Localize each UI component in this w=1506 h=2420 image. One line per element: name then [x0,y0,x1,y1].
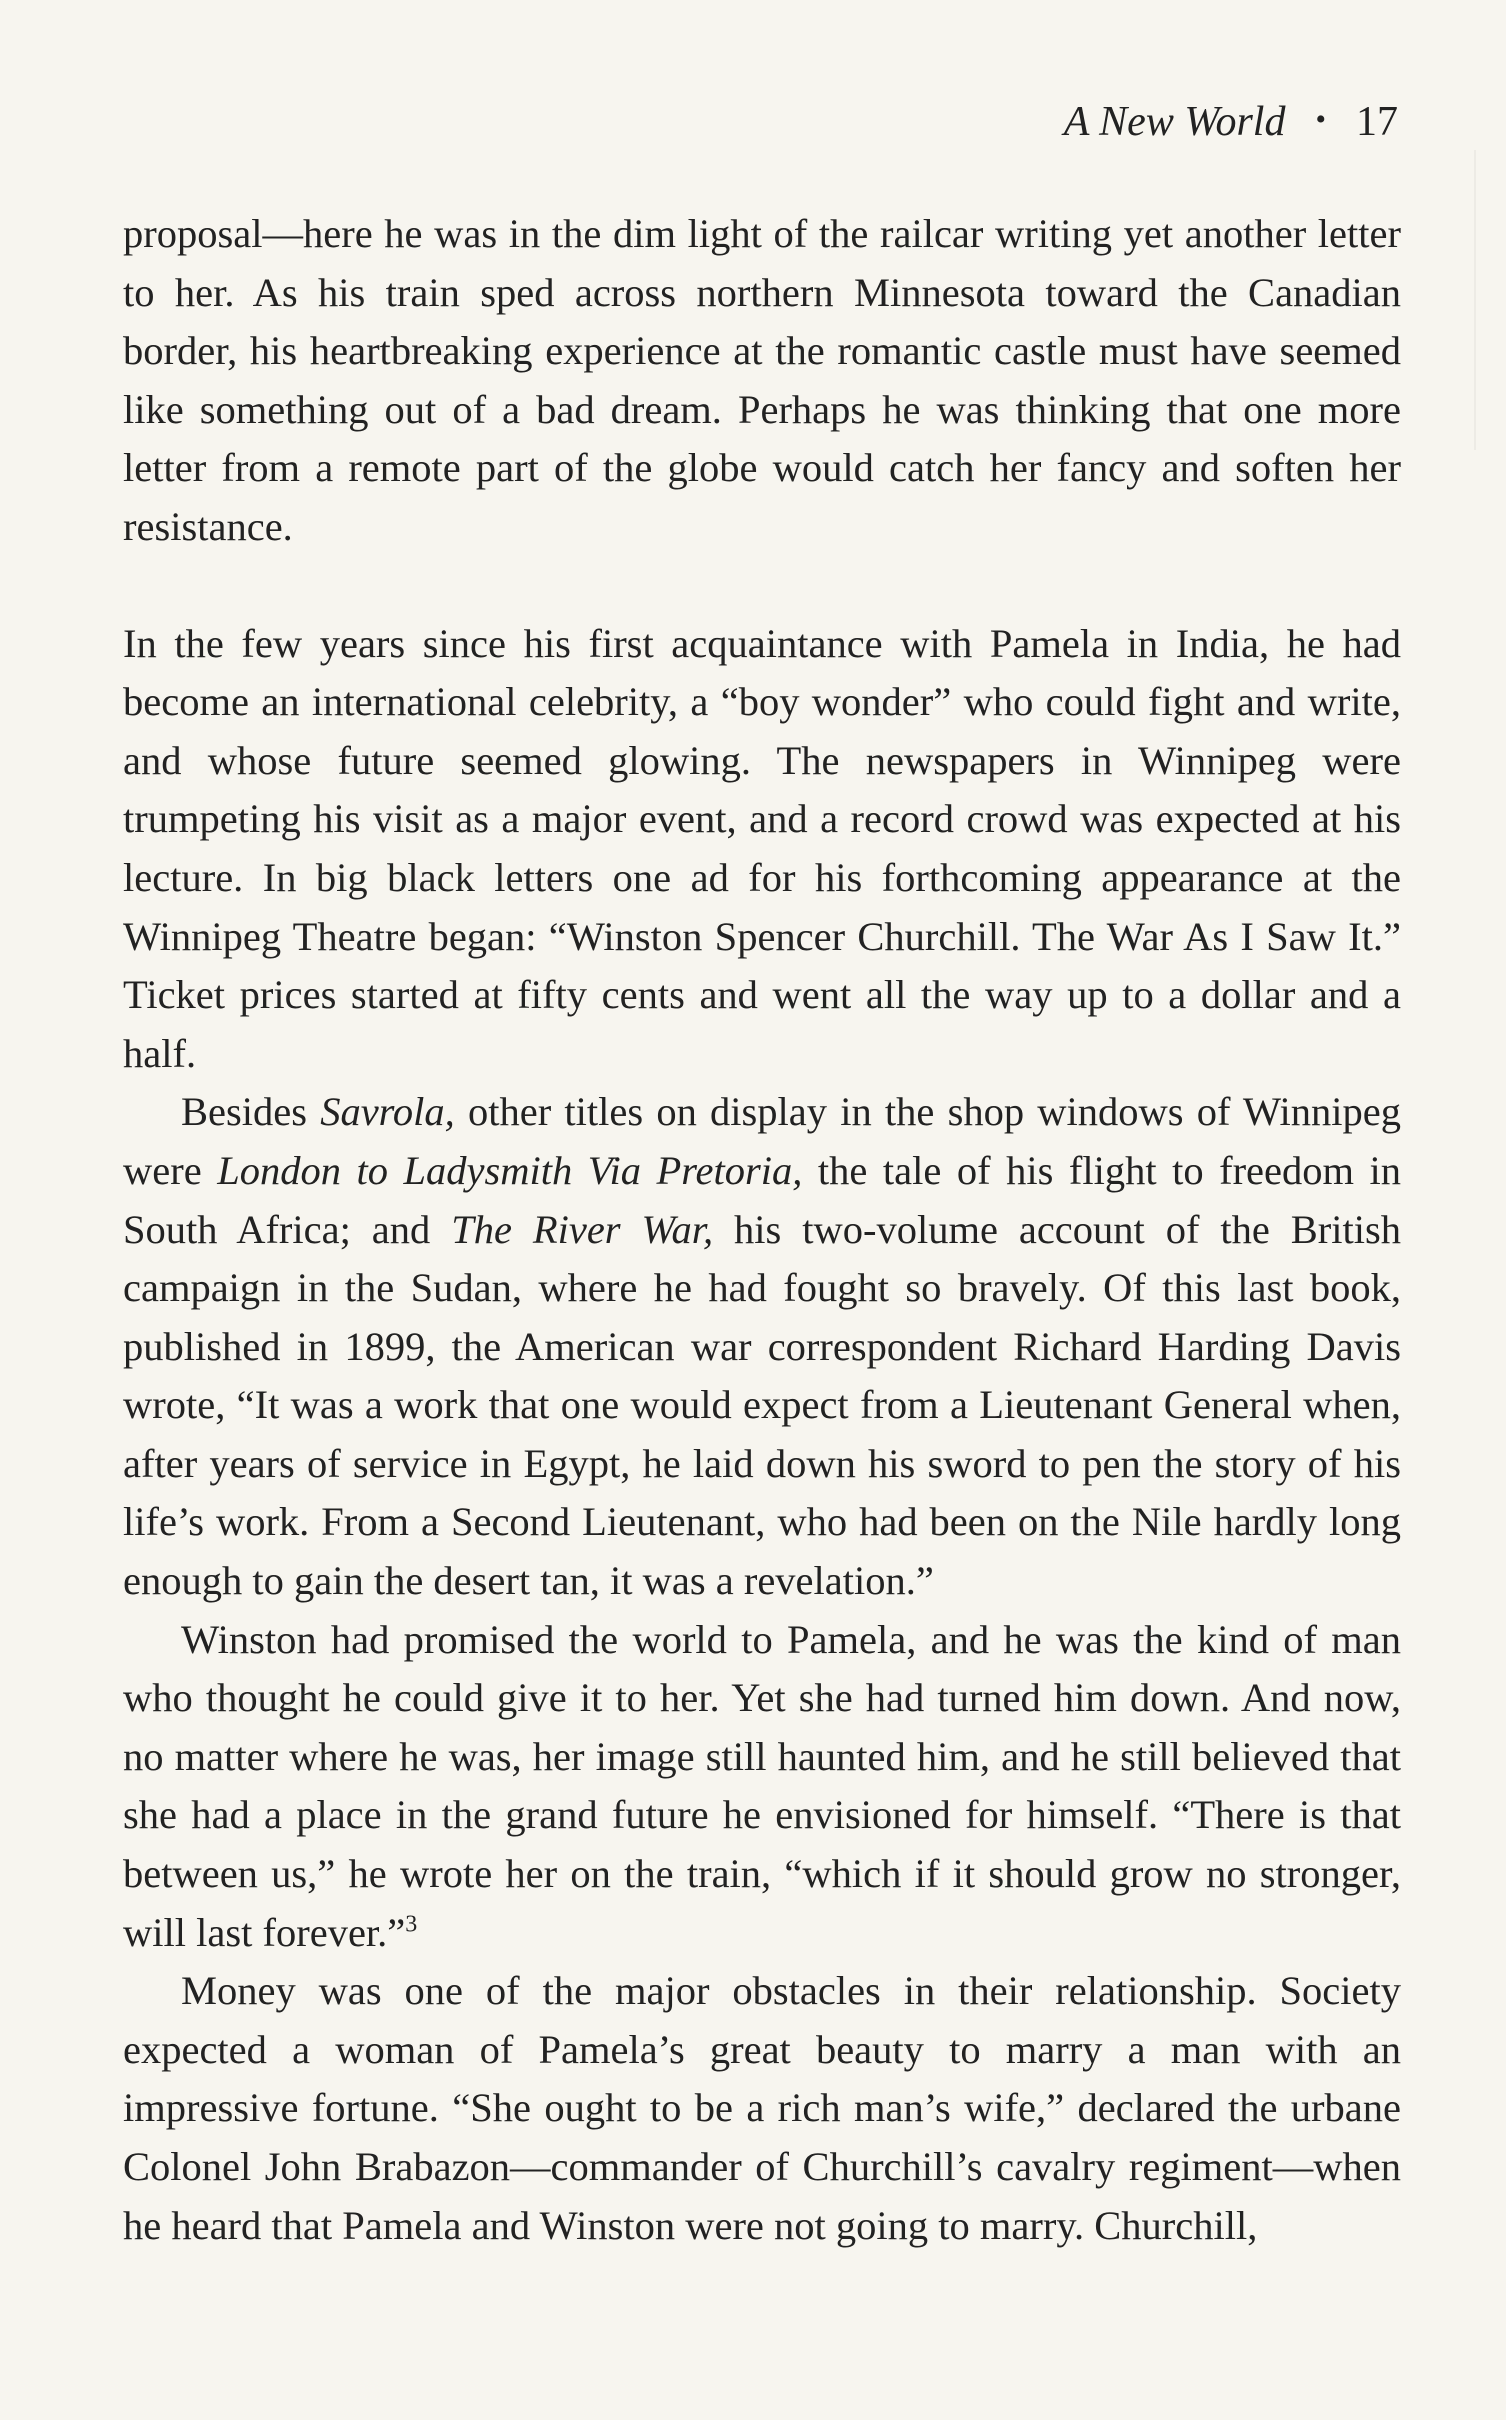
header-bullet: • [1315,103,1326,136]
text-segment: the tale of his flight to freedom in South Africa; and [123,1147,1402,1252]
text-segment: his two-volume account of the British campaign in the Sudan, where he had fought so bravely. Of this last book, published in 1899, the American war correspondent Richard Harding Davis wrote, “It was a work that one would expect from a Lieutenant General when, after years of service in Egypt, he laid down his sword to pen the story of his life’s work. From a Second Lieutenant, who had been on the Nile hardly long enough to gain the desert tan, it was a revelation.” [123,1206,1401,1604]
paragraph-3 [123,1083,1401,1610]
text-segment: In the few years since his first acquaintance with Pamela in India, he had become an international celebrity, a “boy wonder” who could fight and write, and whose future seemed glowing. The newspapers in Winnipeg were trumpeting his visit as a major event, and a record crowd was expected at his lecture. In big black letters one ad for his forthcoming appearance at the Winnipeg Theatre began: “Winston Spencer Churchill. The War As I Saw It.” Ticket prices started at fifty cents and went all the way up to a dollar and a half. [123,620,1401,1076]
text-segment: Winston had promised the world to Pamela, and he was the kind of man who thought he could give it to her. Yet she had turned him down. And now, no matter where he was, her image still haunted him, and he still believed that she had a place in the grand future he envisioned for himself. “There is that between us,” he wrote her on the train, “which if it should grow no stronger, will last forever.” [123,1616,1401,1955]
text-segment: other titles on display in the shop windows of Winnipeg were [123,1089,1401,1193]
book-title-savrola: Savrola, [320,1089,455,1135]
book-title-river-war: The River War, [451,1206,714,1252]
running-title: A New World [1063,99,1286,145]
paragraph-1 [123,205,1401,557]
paragraph-2 [123,615,1401,1084]
book-title-london-to-ladysmith: London to Ladysmith Via Pretoria, [217,1147,803,1193]
text-segment: Money was one of the major obstacles in their relationship. Society expected a woman of Pamela’s great beauty to marry a man with an impressive fortune. “She ought to be a rich man’s wife,” declared the urbane Colonel John Brabazon—commander of Churchill’s cavalry regiment—when he heard that Pamela and Winston were not going to marry. Churchill, [123,1968,1401,2248]
paragraph-4 [123,1611,1401,1963]
body-text [123,205,1401,2255]
running-header [1064,98,1398,146]
footnote-marker: 3 [405,1911,418,1938]
paragraph-5 [123,1962,1401,2255]
text-segment: proposal—here he was in the dim light of the railcar writing yet another letter to her. As his train sped across northern Minnesota toward the Canadian border, his heartbreaking experience at the romantic castle must have seemed like something out of a bad dream. Perhaps he was thinking that one more letter from a remote part of the globe would catch her fancy and soften her resistance. [123,211,1401,549]
page-edge-shadow [1474,150,1476,450]
text-segment: Besides [181,1089,321,1135]
page-number: 17 [1356,99,1398,145]
